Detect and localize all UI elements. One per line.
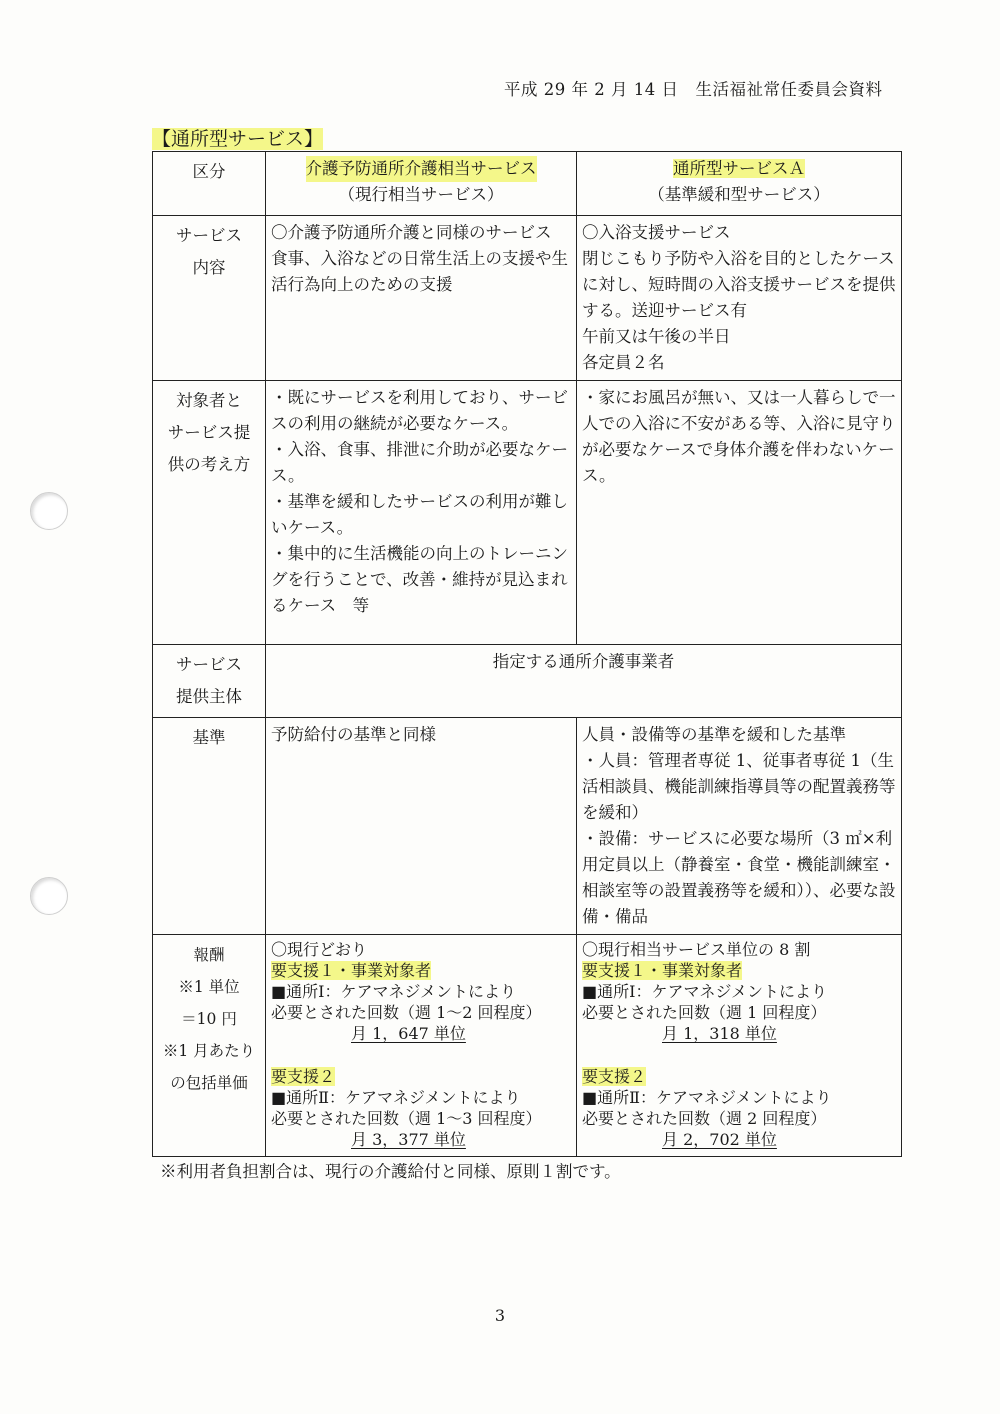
fee-col1-s1-line1: ■通所Ⅰ：ケアマネジメントにより [271, 982, 516, 1001]
fee-col2-s1-line2: 必要とされた回数（週 1 回程度） [582, 1003, 827, 1022]
fee-col1-intro: 〇現行どおり [271, 940, 368, 959]
standard-col2-line: 人員・設備等の基準を緩和した基準 [582, 725, 846, 744]
fee-row [153, 935, 902, 1157]
fee-col1-s2-line2: 必要とされた回数（週 1〜3 回程度） [271, 1109, 542, 1128]
target-label [153, 381, 266, 645]
fee-col2-level2: 要支援２ [582, 1067, 647, 1086]
target-label-1: 対象者と [176, 391, 242, 410]
fee-label-3: ＝10 円 [181, 1010, 237, 1028]
target-col1 [266, 381, 577, 645]
fee-col1-s2-line1: ■通所Ⅱ：ケアマネジメントにより [271, 1088, 521, 1107]
target-col1-line: ・既にサービスを利用しており、サービスの利用の継続が必要なケース。 [271, 388, 568, 433]
fee-col2-s2-line2: 必要とされた回数（週 2 回程度） [582, 1109, 827, 1128]
section-title [152, 124, 323, 151]
punch-hole-bottom [30, 877, 68, 915]
kubun-label: 区分 [153, 152, 266, 216]
target-label-2: サービス提 [167, 423, 251, 442]
page-number: 3 [494, 1306, 506, 1325]
provider-label [153, 645, 266, 718]
content-row [153, 216, 902, 381]
fee-col1-s1-line2: 必要とされた回数（週 1〜2 回程度） [271, 1003, 542, 1022]
col1-title: 介護予防通所介護相当サービス [306, 156, 537, 182]
col2-subtitle: （基準緩和型サービス） [648, 185, 830, 204]
fee-col1-s1-amount: 月 1，647 単位 [351, 1024, 466, 1043]
fee-label-4: ※1 月あたり [162, 1042, 256, 1060]
content-col1-line: 食事、入浴などの日常生活上の支援や生活行為向上のための支援 [271, 249, 568, 294]
content-label-2: 内容 [192, 258, 226, 277]
target-col1-line: ・集中的に生活機能の向上のトレーニングを行うことで、改善・維持が見込まれるケース 等 [271, 544, 568, 615]
target-label-3: 供の考え方 [167, 455, 251, 474]
col2-title: 通所型サービスＡ [673, 159, 805, 178]
standard-row [153, 718, 902, 935]
provider-row [153, 645, 902, 718]
standard-col1: 予防給付の基準と同様 [266, 718, 577, 935]
fee-label-1: 報酬 [193, 946, 225, 964]
content-label-1: サービス [176, 226, 242, 245]
provider-label-1: サービス [176, 655, 242, 674]
content-col2-line: 各定員２名 [582, 353, 665, 372]
fee-col2 [577, 935, 902, 1157]
content-col2 [577, 216, 902, 381]
header-row [153, 152, 902, 216]
section-title-text: 【通所型サービス】 [152, 128, 324, 150]
content-col2-line: 閉じこもり予防や入浴を目的としたケースに対し、短時間の入浴支援サービスを提供する。送迎サービス有 [582, 249, 896, 320]
header-note: 平成 29 年 2 月 14 日 生活福祉常任委員会資料 [504, 80, 883, 99]
provider-value: 指定する通所介護事業者 [266, 645, 902, 718]
col1-header [266, 152, 577, 216]
footnote: ※利用者負担割合は、現行の介護給付と同様、原則１割です。 [160, 1162, 621, 1181]
fee-col2-s1-line1: ■通所Ⅰ：ケアマネジメントにより [582, 982, 827, 1001]
target-row [153, 381, 902, 645]
content-col1-line: 〇介護予防通所介護と同様のサービス [271, 223, 552, 242]
col1-subtitle: （現行相当サービス） [338, 185, 504, 204]
content-col1 [266, 216, 577, 381]
fee-label [153, 935, 266, 1157]
fee-col1-level1: 要支援１・事業対象者 [271, 961, 432, 980]
standard-col2-line: ・人員：管理者専従 1、従事者専従 1（生活相談員、機能訓練指導員等の配置義務等を緩和） [582, 751, 896, 822]
target-col2 [577, 381, 902, 645]
fee-col1 [266, 935, 577, 1157]
provider-label-2: 提供主体 [176, 687, 242, 706]
fee-col2-s2-amount: 月 2，702 単位 [662, 1130, 777, 1149]
standard-label: 基準 [153, 718, 266, 935]
fee-col2-s2-line1: ■通所Ⅱ：ケアマネジメントにより [582, 1088, 832, 1107]
fee-col2-intro: 〇現行相当サービス単位の 8 割 [582, 940, 811, 959]
service-table [152, 151, 902, 1157]
fee-col2-level1: 要支援１・事業対象者 [582, 961, 743, 980]
target-col2-line: ・家にお風呂が無い、又は一人暮らしで一人での入浴に不安がある等、入浴に見守りが必要なケースで身体介護を伴わないケース。 [582, 388, 896, 485]
fee-col1-s2-amount: 月 3，377 単位 [351, 1130, 466, 1149]
punch-hole-top [30, 492, 68, 530]
target-col1-line: ・入浴、食事、排泄に介助が必要なケース。 [271, 440, 568, 485]
content-col2-line: 〇入浴支援サービス [582, 223, 731, 242]
col2-header [577, 152, 902, 216]
content-col2-line: 午前又は午後の半日 [582, 327, 731, 346]
standard-col2 [577, 718, 902, 935]
standard-col2-line: ・設備：サービスに必要な場所（3 ㎡×利用定員以上（静養室・食堂・機能訓練室・相談室等の設置義務等を緩和））、必要な設備・備品 [582, 829, 896, 926]
fee-col1-level2: 要支援２ [271, 1067, 336, 1086]
fee-label-2: ※1 単位 [178, 978, 240, 996]
target-col1-line: ・基準を緩和したサービスの利用が難しいケース。 [271, 492, 568, 537]
content-label [153, 216, 266, 381]
fee-col2-s1-amount: 月 1，318 単位 [662, 1024, 777, 1043]
fee-label-5: の包括単価 [170, 1074, 248, 1092]
